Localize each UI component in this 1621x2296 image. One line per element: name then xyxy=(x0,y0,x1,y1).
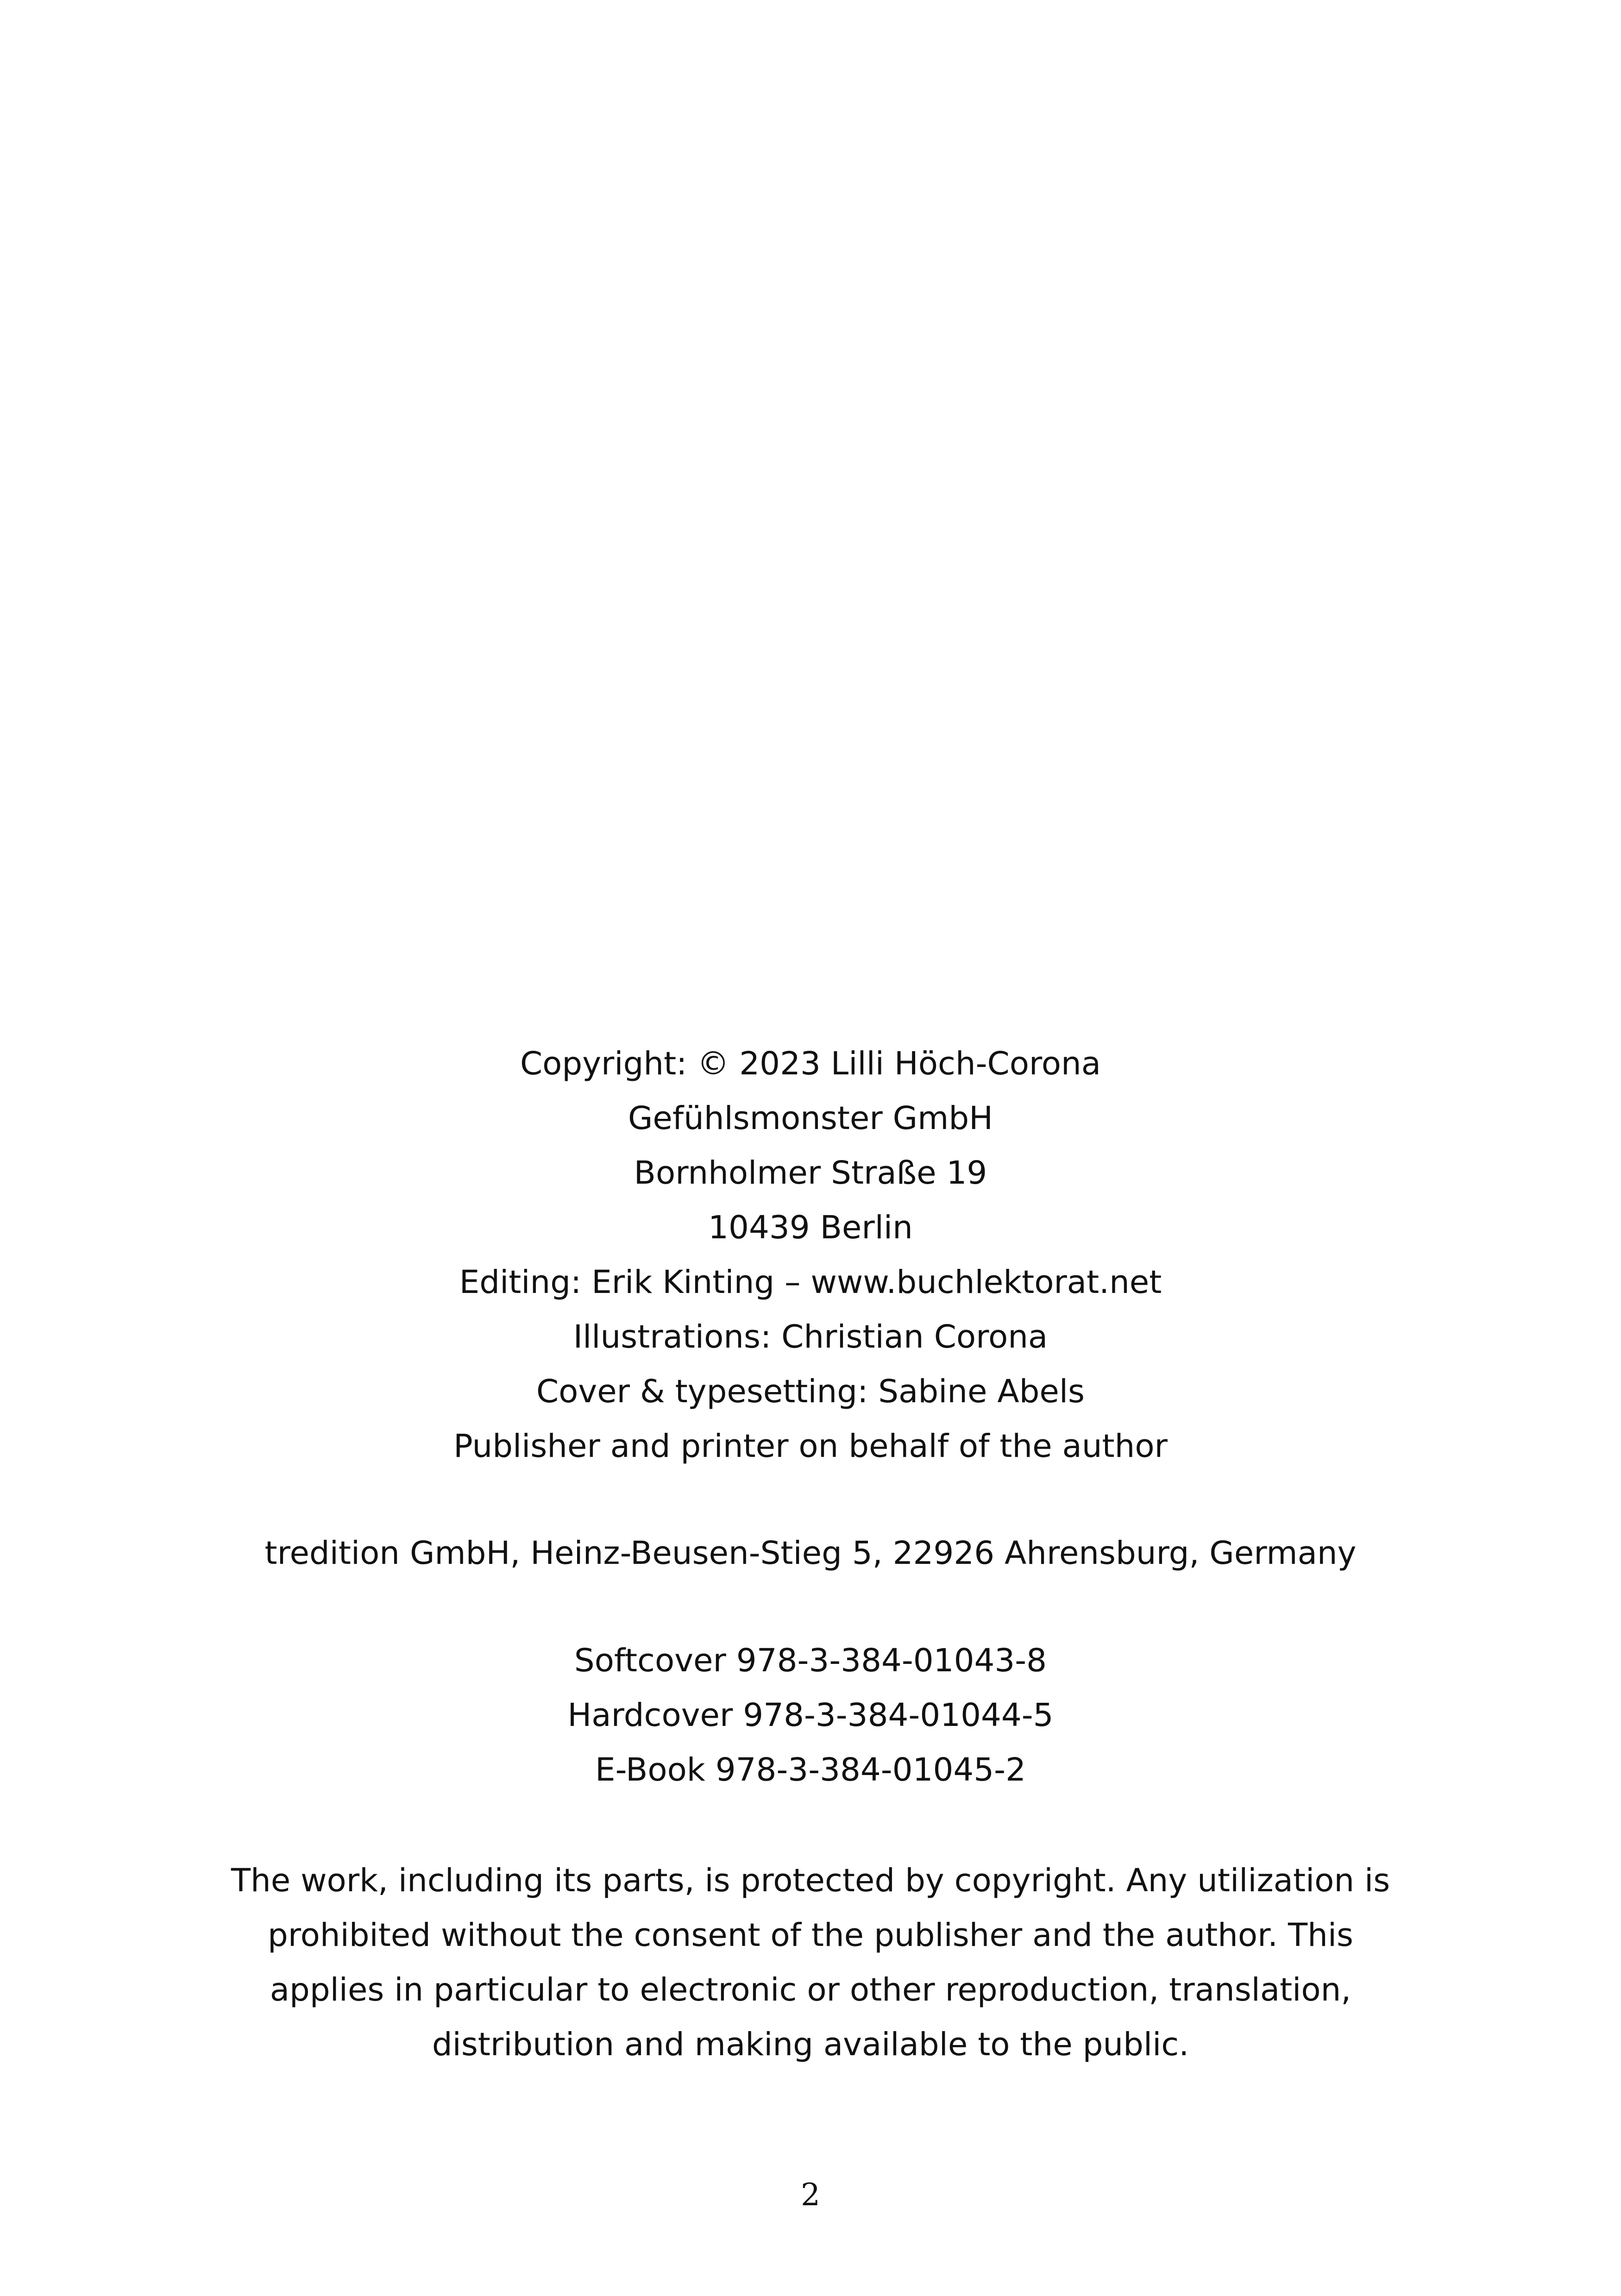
copyright-notice xyxy=(0,1853,1621,2072)
imprint-block xyxy=(0,1036,1621,1474)
notice-line: distribution and making available to the public. xyxy=(432,2026,1189,2063)
isbn-softcover: Softcover 978-3-384-01043-8 xyxy=(574,1642,1047,1679)
publisher-block xyxy=(0,1526,1621,1581)
cover-typesetting-credit: Cover & typesetting: Sabine Abels xyxy=(536,1373,1085,1410)
notice-line: applies in particular to electronic or other reproduction, translation, xyxy=(270,1971,1351,2008)
page-number: 2 xyxy=(801,2177,820,2213)
publisher-address: tredition GmbH, Heinz-Beusen-Stieg 5, 22926 Ahrensburg, Germany xyxy=(264,1535,1357,1572)
publisher-printer-note: Publisher and printer on behalf of the author xyxy=(453,1428,1168,1465)
street-address: Bornholmer Straße 19 xyxy=(634,1154,987,1192)
isbn-block xyxy=(0,1633,1621,1797)
copyright-line: Copyright: © 2023 Lilli Höch-Corona xyxy=(520,1045,1101,1082)
editing-credit: Editing: Erik Kinting – www.buchlektorat.net xyxy=(459,1264,1162,1301)
postal-city: 10439 Berlin xyxy=(708,1209,913,1246)
company-name: Gefühlsmonster GmbH xyxy=(628,1100,993,1137)
isbn-ebook: E-Book 978-3-384-01045-2 xyxy=(595,1751,1026,1788)
notice-line: The work, including its parts, is protected by copyright. Any utilization is xyxy=(231,1862,1390,1899)
notice-line: prohibited without the consent of the publisher and the author. This xyxy=(267,1917,1353,1954)
illustrations-credit: Illustrations: Christian Corona xyxy=(573,1318,1048,1355)
isbn-hardcover: Hardcover 978-3-384-01044-5 xyxy=(567,1697,1054,1734)
